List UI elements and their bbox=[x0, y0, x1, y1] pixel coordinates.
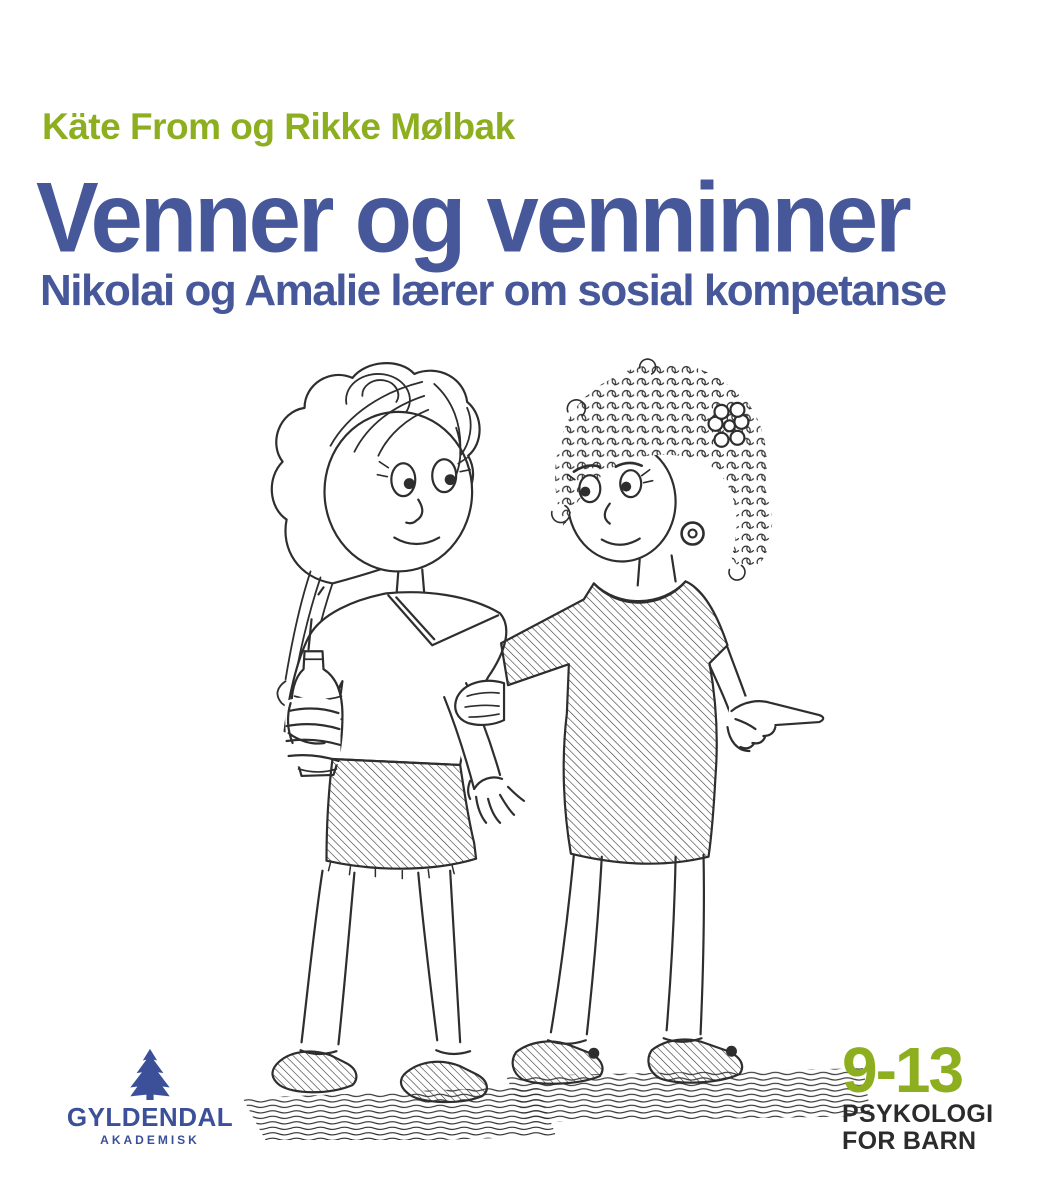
girl-right bbox=[455, 359, 827, 1084]
publisher-name: GYLDENDAL bbox=[66, 1102, 234, 1132]
author-line: Käte From og Rikke Mølbak bbox=[42, 106, 515, 147]
book-subtitle: Nikolai og Amalie lærer om sosial kompetanse bbox=[40, 266, 946, 315]
series-badge bbox=[842, 1034, 994, 1155]
age-range: 9-13 bbox=[842, 1034, 963, 1106]
spruce-tree-icon bbox=[127, 1048, 173, 1100]
girl-left bbox=[272, 363, 524, 1102]
publisher-logo bbox=[62, 1048, 238, 1147]
series-line-2: FOR BARN bbox=[842, 1126, 977, 1155]
publisher-imprint: AKADEMISK bbox=[100, 1132, 200, 1147]
two-girls-illustration bbox=[170, 352, 870, 1140]
hair-flower bbox=[709, 403, 749, 447]
series-line-1: PSYKOLOGI bbox=[842, 1099, 994, 1128]
book-title: Venner og venninner bbox=[36, 161, 909, 273]
